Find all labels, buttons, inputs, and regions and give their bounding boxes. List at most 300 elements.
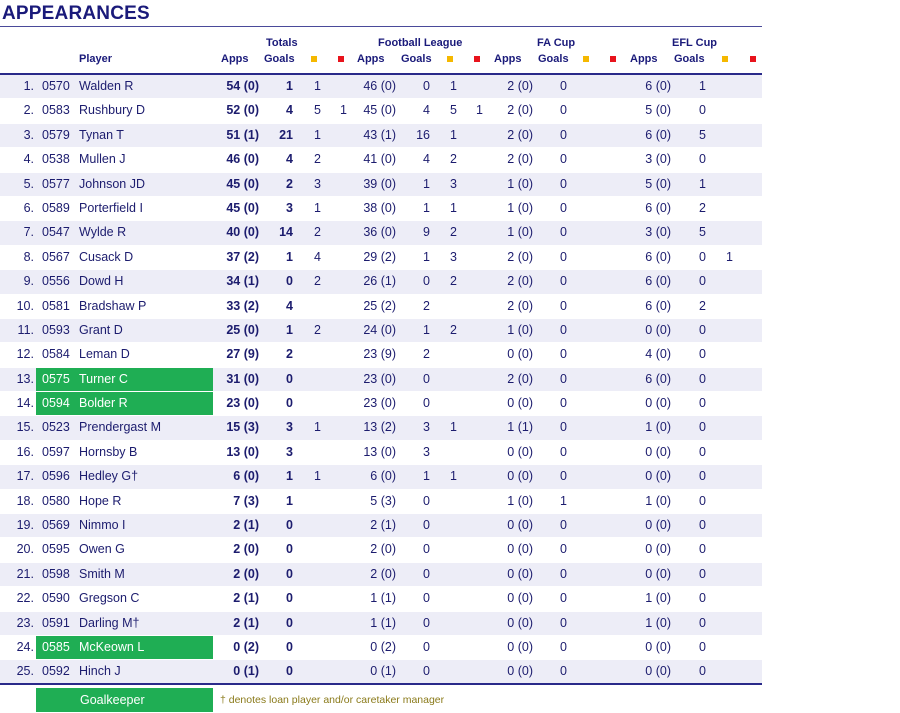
header-player: Player [79,53,113,65]
efl-yellow [722,636,733,659]
fl-goals: 0 [423,274,430,289]
fa-red [609,441,619,464]
fl-apps: 41 (0) [363,152,396,167]
fl-red [473,319,483,342]
fa-apps: 0 (0) [507,615,533,630]
fa-apps: 2 (0) [507,274,533,289]
loan-note: † denotes loan player and/or caretaker manager [220,694,445,706]
totals-yellow: 1 [314,469,321,484]
table-row [0,173,762,197]
fl-apps: 36 (0) [363,225,396,240]
totals-apps: 2 (1) [233,591,259,606]
row-number: 24. [16,639,34,654]
player-name: Hinch J [79,664,121,679]
efl-yellow [722,538,733,561]
efl-red [749,148,759,171]
totals-apps: 45 (0) [226,176,259,191]
efl-yellow [722,319,733,342]
totals-red [337,148,347,171]
table-row [0,465,762,489]
fa-red [609,563,619,586]
efl-red [749,563,759,586]
totals-apps: 34 (1) [226,274,259,289]
totals-apps: 33 (2) [226,298,259,313]
totals-yellow [310,612,321,635]
fa-goals: 0 [560,518,567,533]
fl-apps: 46 (0) [363,79,396,93]
efl-apps: 0 (0) [645,664,671,679]
squad-code: 0547 [42,225,70,240]
fl-red [473,221,483,244]
fl-yellow [446,295,457,318]
efl-goals: 0 [699,542,706,557]
table-row [0,343,762,367]
totals-goals: 4 [286,103,293,118]
fl-goals: 0 [423,371,430,386]
fl-yellow: 1 [450,127,457,142]
table-row [0,295,762,319]
row-number: 23. [16,615,34,630]
totals-goals: 14 [279,225,293,240]
fa-goals: 0 [560,274,567,289]
player-name: Owen G [79,542,125,557]
efl-yellow [722,660,733,683]
fl-red [473,465,483,488]
fl-goals: 1 [423,200,430,215]
fl-goals: 2 [423,347,430,362]
efl-apps: 6 (0) [645,371,671,386]
efl-apps: 6 (0) [645,298,671,313]
fa-red [609,319,619,342]
fa-apps: 1 (0) [507,225,533,240]
fl-goals: 0 [423,591,430,606]
totals-red [337,636,347,659]
fa-goals: 0 [560,420,567,435]
squad-code: 0583 [42,103,70,118]
squad-code: 0585 [42,639,70,654]
fl-apps: 39 (0) [363,176,396,191]
fa-goals: 0 [560,249,567,264]
fl-yellow: 5 [450,103,457,118]
fa-yellow [582,660,593,683]
efl-apps: 4 (0) [645,347,671,362]
fa-red [609,270,619,293]
squad-code: 0538 [42,152,70,167]
fa-yellow [582,538,593,561]
efl-apps: 3 (0) [645,152,671,167]
player-name: Grant D [79,322,123,337]
fa-yellow [582,441,593,464]
totals-goals: 2 [286,176,293,191]
fa-apps: 2 (0) [507,127,533,142]
fa-red [609,490,619,513]
fl-red [473,124,483,147]
fa-red [609,660,619,683]
totals-yellow [310,587,321,610]
totals-goals: 2 [286,347,293,362]
efl-yellow [722,368,733,391]
fa-apps: 0 (0) [507,444,533,459]
efl-red [749,295,759,318]
fa-apps: 0 (0) [507,542,533,557]
player-name: Cusack D [79,249,134,264]
fa-yellow [582,465,593,488]
efl-red [749,514,759,537]
table-row [0,490,762,514]
table-row [0,246,762,270]
efl-goals: 0 [699,591,706,606]
row-number: 16. [16,444,34,459]
efl-apps: 3 (0) [645,225,671,240]
totals-yellow [310,295,321,318]
squad-code: 0570 [42,79,70,93]
row-number: 1. [23,79,34,93]
fa-red [609,246,619,269]
row-number: 15. [16,420,34,435]
efl-yellow [722,148,733,171]
efl-apps: 6 (0) [645,274,671,289]
fl-apps: 1 (1) [370,591,396,606]
totals-goals: 3 [286,200,293,215]
efl-red [749,173,759,196]
player-name: Hornsby B [79,444,138,459]
fl-yellow: 1 [450,469,457,484]
totals-red [337,563,347,586]
efl-yellow [722,416,733,439]
efl-yellow [722,392,733,415]
player-name: McKeown L [79,639,145,654]
player-name: Leman D [79,347,130,362]
yellow-card-icon [722,56,728,62]
table-row [0,636,762,660]
fa-apps: 0 (0) [507,347,533,362]
totals-goals: 21 [279,127,293,142]
efl-apps: 1 (0) [645,493,671,508]
fl-goals: 4 [423,152,430,167]
fa-yellow [582,221,593,244]
totals-yellow: 3 [314,176,321,191]
totals-goals: 3 [286,444,293,459]
fa-apps: 1 (0) [507,322,533,337]
totals-yellow: 1 [314,79,321,93]
efl-goals: 0 [699,322,706,337]
row-number: 6. [23,200,34,215]
fl-apps: 13 (0) [363,444,396,459]
fa-goals: 0 [560,298,567,313]
fa-apps: 1 (0) [507,200,533,215]
fl-goals: 0 [423,615,430,630]
squad-code: 0592 [42,664,70,679]
totals-red [337,612,347,635]
fl-goals: 3 [423,444,430,459]
efl-apps: 6 (0) [645,249,671,264]
fl-apps: 0 (2) [370,639,396,654]
fa-red [609,99,619,122]
fa-red [609,416,619,439]
fa-yellow [582,99,593,122]
fl-yellow: 3 [450,176,457,191]
fl-yellow: 3 [450,249,457,264]
fl-red [473,246,483,269]
totals-goals: 0 [286,639,293,654]
yellow-card-icon [583,56,589,62]
fl-red [473,612,483,635]
fl-red [473,490,483,513]
fa-yellow [582,514,593,537]
player-name: Turner C [79,371,128,386]
header-efl-apps: Apps [630,53,658,65]
totals-red [337,295,347,318]
totals-apps: 40 (0) [226,225,259,240]
totals-goals: 0 [286,274,293,289]
fl-goals: 0 [423,493,430,508]
header-totals-goals: Goals [264,53,295,65]
totals-yellow: 5 [314,103,321,118]
fl-yellow [446,660,457,683]
squad-code: 0596 [42,469,70,484]
player-name: Darling M† [79,615,140,630]
red-card-icon [338,56,344,62]
fl-red [473,441,483,464]
totals-apps: 0 (1) [233,664,259,679]
totals-red [337,514,347,537]
efl-goals: 0 [699,469,706,484]
efl-goals: 1 [699,79,706,93]
row-number: 4. [23,152,34,167]
fl-red [473,514,483,537]
fa-yellow [582,270,593,293]
table-row [0,612,762,636]
fl-yellow [446,636,457,659]
fl-apps: 2 (0) [370,566,396,581]
fa-red [609,465,619,488]
header-fa-apps: Apps [494,53,522,65]
fa-yellow [582,612,593,635]
fa-goals: 0 [560,152,567,167]
fl-apps: 26 (1) [363,274,396,289]
header-fa-goals: Goals [538,53,569,65]
fl-yellow [446,343,457,366]
page-title: APPEARANCES [2,3,150,24]
efl-apps: 0 (0) [645,518,671,533]
fl-goals: 0 [423,542,430,557]
fl-red [473,173,483,196]
totals-goals: 0 [286,518,293,533]
totals-red [337,319,347,342]
fa-red [609,124,619,147]
totals-goals: 0 [286,591,293,606]
red-card-icon [610,56,616,62]
totals-red [337,246,347,269]
fa-apps: 2 (0) [507,152,533,167]
totals-yellow [310,368,321,391]
totals-yellow [310,514,321,537]
fl-yellow: 2 [450,274,457,289]
efl-goals: 0 [699,615,706,630]
goalkeeper-legend-label: Goalkeeper [80,693,145,707]
fa-yellow [582,636,593,659]
fl-yellow: 2 [450,152,457,167]
fl-yellow: 1 [450,420,457,435]
fa-apps: 0 (0) [507,518,533,533]
row-number: 9. [23,274,34,289]
player-name: Porterfield I [79,200,143,215]
efl-goals: 0 [699,566,706,581]
efl-goals: 1 [699,176,706,191]
fl-apps: 0 (1) [370,664,396,679]
fa-goals: 0 [560,176,567,191]
totals-red [337,270,347,293]
totals-yellow [310,538,321,561]
fa-goals: 0 [560,444,567,459]
efl-yellow [722,270,733,293]
totals-apps: 27 (9) [226,347,259,362]
efl-yellow [722,612,733,635]
row-number: 14. [16,396,34,411]
efl-yellow [722,173,733,196]
fl-goals: 0 [423,639,430,654]
fa-yellow [582,392,593,415]
efl-goals: 5 [699,225,706,240]
row-number: 10. [16,298,34,313]
totals-red [337,124,347,147]
totals-yellow: 2 [314,322,321,337]
table-row [0,416,762,440]
efl-red [749,416,759,439]
totals-goals: 1 [286,79,293,93]
efl-red [749,538,759,561]
fa-apps: 0 (0) [507,396,533,411]
fa-apps: 2 (0) [507,371,533,386]
fa-goals: 0 [560,639,567,654]
squad-code: 0584 [42,347,70,362]
efl-yellow [722,221,733,244]
totals-goals: 3 [286,420,293,435]
fa-red [609,75,619,98]
fl-apps: 13 (2) [363,420,396,435]
table-row [0,563,762,587]
totals-apps: 13 (0) [226,444,259,459]
squad-code: 0581 [42,298,70,313]
totals-apps: 2 (1) [233,615,259,630]
efl-yellow [722,465,733,488]
fl-goals: 1 [423,249,430,264]
totals-red [337,221,347,244]
title-divider [0,26,762,27]
fl-yellow [446,587,457,610]
efl-red [749,246,759,269]
totals-apps: 51 (1) [226,127,259,142]
totals-apps: 7 (3) [233,493,259,508]
fl-goals: 16 [416,127,430,142]
efl-apps: 5 (0) [645,176,671,191]
fa-yellow [582,148,593,171]
fa-yellow [582,197,593,220]
header-fl-goals: Goals [401,53,432,65]
player-name: Hope R [79,493,122,508]
header-efl-cup: EFL Cup [672,37,718,49]
fa-apps: 2 (0) [507,103,533,118]
efl-apps: 1 (0) [645,615,671,630]
fa-yellow [582,75,593,98]
row-number: 8. [23,249,34,264]
squad-code: 0556 [42,274,70,289]
totals-red: 1 [340,103,347,118]
totals-apps: 52 (0) [226,103,259,118]
fa-apps: 1 (0) [507,176,533,191]
fa-apps: 1 (0) [507,493,533,508]
fa-goals: 0 [560,566,567,581]
totals-yellow: 2 [314,152,321,167]
fa-goals: 0 [560,347,567,362]
efl-apps: 0 (0) [645,469,671,484]
fl-apps: 23 (9) [363,347,396,362]
efl-apps: 0 (0) [645,444,671,459]
squad-code: 0579 [42,127,70,142]
player-name: Wylde R [79,225,127,240]
fa-apps: 2 (0) [507,79,533,93]
fl-red: 1 [476,103,483,118]
totals-apps: 45 (0) [226,200,259,215]
totals-goals: 0 [286,615,293,630]
fl-goals: 0 [423,518,430,533]
efl-yellow [722,343,733,366]
fl-red [473,148,483,171]
fl-red [473,75,483,98]
totals-goals: 0 [286,396,293,411]
fl-apps: 29 (2) [363,249,396,264]
fa-red [609,173,619,196]
efl-apps: 0 (0) [645,566,671,581]
fl-yellow [446,441,457,464]
fl-red [473,343,483,366]
squad-code: 0595 [42,542,70,557]
efl-goals: 0 [699,371,706,386]
efl-apps: 0 (0) [645,322,671,337]
totals-apps: 6 (0) [233,469,259,484]
player-name: Bolder R [79,396,128,411]
fa-red [609,148,619,171]
header-totals: Totals [266,37,298,49]
efl-apps: 6 (0) [645,79,671,93]
fa-yellow [582,490,593,513]
fl-goals: 1 [423,469,430,484]
efl-red [749,587,759,610]
fl-goals: 0 [423,664,430,679]
player-name: Smith M [79,566,125,581]
totals-goals: 0 [286,664,293,679]
efl-goals: 0 [699,274,706,289]
efl-goals: 0 [699,152,706,167]
efl-goals: 0 [699,664,706,679]
fl-apps: 25 (2) [363,298,396,313]
totals-yellow [310,441,321,464]
totals-red [337,75,347,98]
header-efl-goals: Goals [674,53,705,65]
table-row [0,587,762,611]
efl-yellow [722,124,733,147]
row-number: 19. [16,518,34,533]
efl-goals: 0 [699,103,706,118]
efl-goals: 0 [699,444,706,459]
efl-yellow [722,99,733,122]
totals-apps: 37 (2) [226,249,259,264]
table-row [0,441,762,465]
totals-yellow: 1 [314,127,321,142]
efl-apps: 0 (0) [645,542,671,557]
fa-red [609,392,619,415]
fa-red [609,221,619,244]
